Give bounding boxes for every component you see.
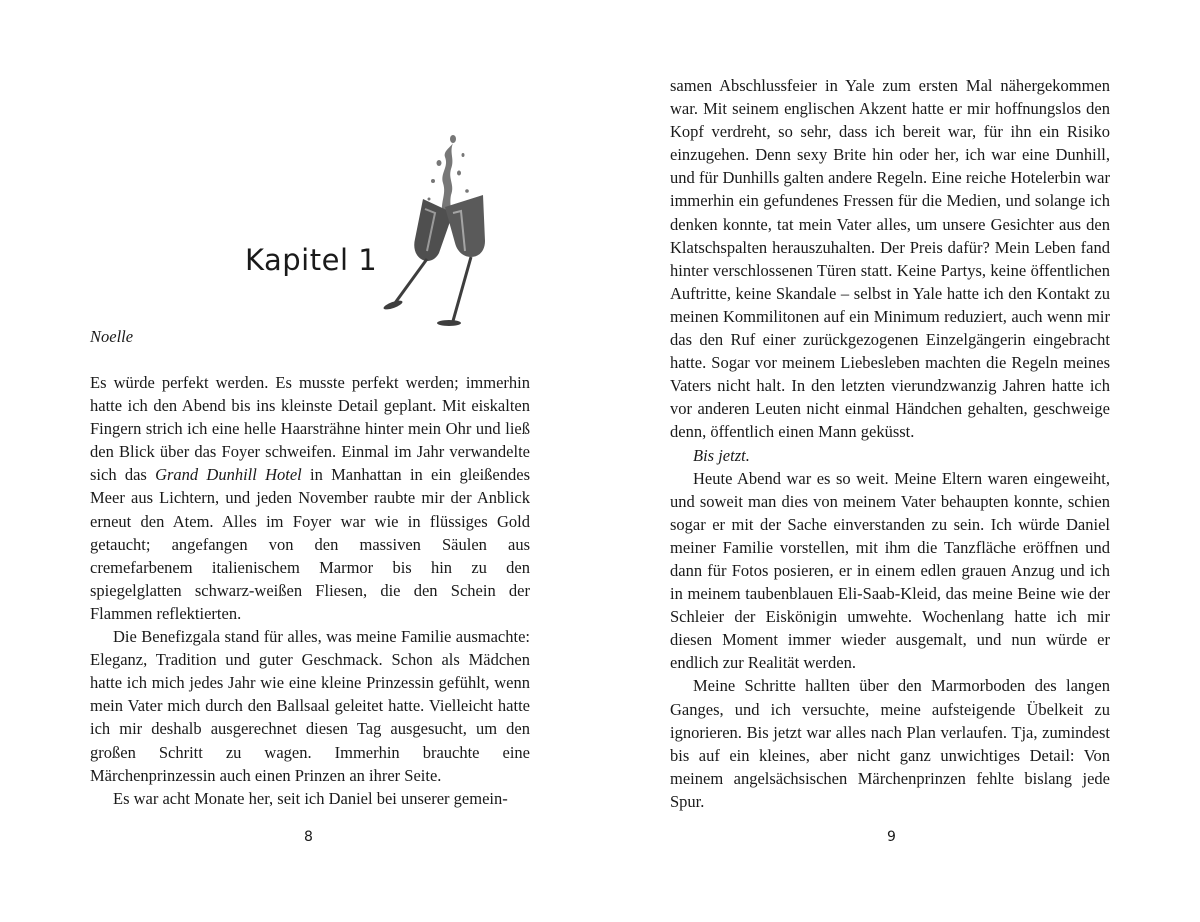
text-run: Es würde perfekt werden. Es musste perfekt werden; immerhin hatte ich den Abend bis ins kleinste Detail geplant. Mit eiskalten Fingern strich ich eine helle Haarsträhne hinter mein Ohr und ließ den Blick über das Foyer schweifen. Einmal im Jahr verwandelte sich das [90,373,530,485]
paragraph-italic [670,444,1110,467]
paragraph [90,371,530,625]
right-page [600,0,1200,922]
paragraph: Meine Schritte hallten über den Marmorboden des langen Ganges, und ich versuchte, meine aufsteigende Übelkeit zu ignorieren. Bis jetzt war alles nach Plan verlaufen. Tja, zumindest bis auf ein kleines, aber nicht ganz unwichtiges Detail: Von meinem angelsächsischen Märchenprinzen fehlte bislang jede Spur. [670,676,1110,811]
left-text-block [90,371,530,810]
paragraph: Heute Abend war es so weit. Meine Eltern waren eingeweiht, und soweit man dies von meinem Vater behaupten konnte, schien sogar er mit der Sache einverstanden zu sein. Ich würde Daniel meiner Familie vorstellen, mit ihm die Tanzfläche eröffnen und dann für Fotos posieren, er in einem edlen grauen Anzug und ich in meinem taubenblauen Eli-Saab-Kleid, das meine Beine wie der Schleier der Eiskönigin umwehte. Wochenlang hatte ich mir diesen Moment immer wieder ausgemalt, und nun würde er endlich zur Realität werden. [670,468,1110,673]
paragraph: samen Abschlussfeier in Yale zum ersten Mal nähergekommen war. Mit seinem englischen Akzent hatte er mir hoffnungslos den Kopf verdreht, so sehr, dass ich bereit war, für ihn ein Risiko einzugehen. Denn sexy Brite hin oder her, ich war eine Dunhill, und für Dunhills galten andere Regeln. Eine reiche Hotelerbin war immerhin ein gefundenes Fressen für die Medien, und solange ich denken konnte, tat mein Vater alles, um unsere Gesichter aus den Klatschspalten herauszuhalten. Der Preis dafür? Mein Leben fand hinter verschlossenen Türen statt. Keine Partys, keine öffentlichen Auftritte, keine Skandale – selbst in Yale hatte ich den Kontakt zu meinen Kommilitonen auf ein Minimum reduziert, auch wenn mir das den Ruf einer zurückgezogenen Einzelgängerin eingebracht hatte. Sogar vor meinem Liebesleben machten die Regeln meines Vaters nicht halt. In den letzten vierundzwanzig Jahren hatte ich vor anderen Leuten nicht einmal Händchen gehalten, geschweige denn, öffentlich einen Mann geküsst. [670,76,1110,442]
paragraph: Es war acht Monate her, seit ich Daniel bei unserer gemein- [113,788,508,808]
champagne-glasses-icon [383,133,491,333]
paragraph: Die Benefizgala stand für alles, was meine Familie ausmachte: Eleganz, Tradition und guter Geschmack. Schon als Mädchen hatte ich mich jedes Jahr wie eine kleine Prinzessin gefühlt, wenn mein Vater mich durch den Ballsaal geleitet hatte. Vielleicht hatte ich mir deshalb ausgerechnet diesen Tag ausgesucht, um den großen Schritt zu wagen. Immerhin brauchte eine Märchenprinzessin auch einen Prinzen an ihrer Seite. [90,627,530,785]
italic-line: Bis jetzt. [693,445,750,465]
page-number: 8 [304,829,313,845]
chapter-title: Kapitel 1 [245,243,378,277]
text-run: in Manhattan in ein gleißendes Meer aus Lichtern, und jeden November raubte mir der Anblick erneut den Atem. Alles im Foyer war wie in flüssiges Gold getaucht; angefangen von den massiven Säulen aus cremefarbenem italienischem Marmor bis hin zu den spiegelglatten schwarz-weißen Fliesen, die den Schein der Flammen reflektierten. [90,465,531,623]
speaker-name: Noelle [90,327,134,346]
hotel-name: Grand Dunhill Hotel [155,465,302,485]
right-text-block [670,74,1110,813]
page-number: 9 [887,829,896,845]
left-glass [383,199,453,311]
